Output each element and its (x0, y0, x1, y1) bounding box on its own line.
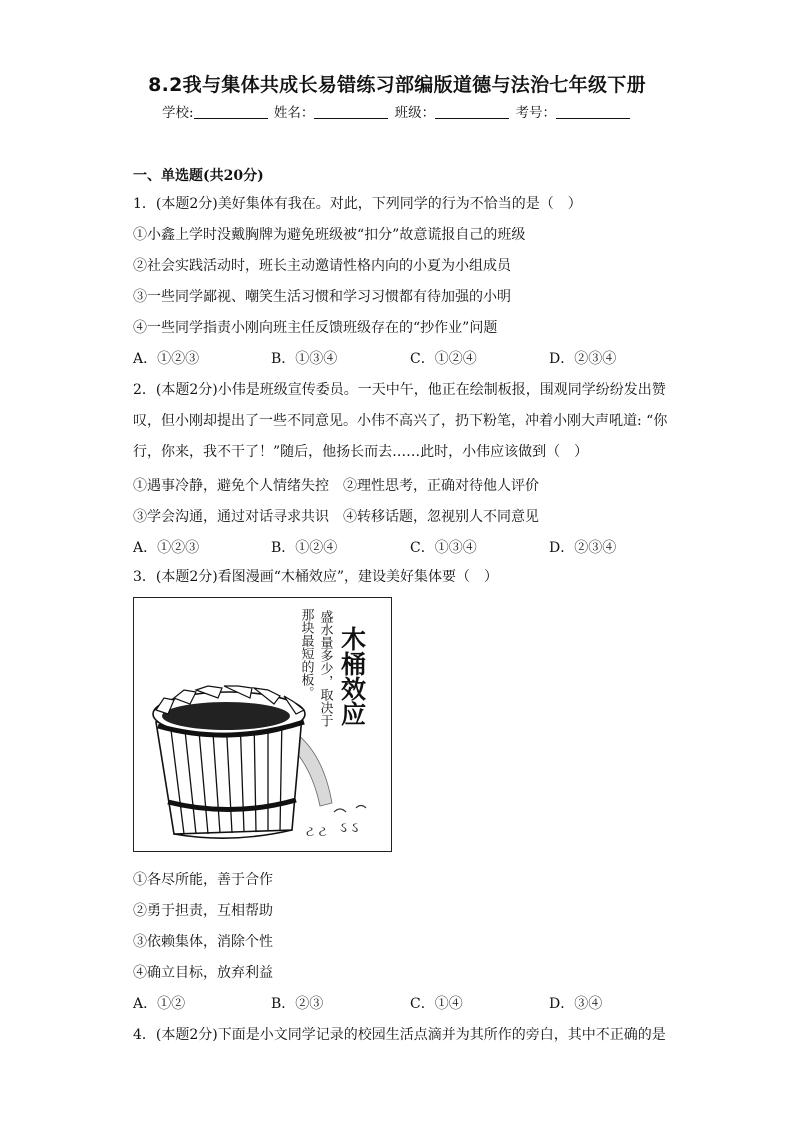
q2-option-d[interactable]: D．②③④ (549, 540, 617, 556)
barrel-effect-cartoon (133, 597, 392, 852)
svg-text:ઽ ઽ: ઽ ઽ (340, 820, 359, 836)
q3-option-d[interactable]: D．③④ (549, 996, 603, 1012)
q1-option-d[interactable]: D．②③④ (549, 351, 617, 367)
q2-stem-line-1: 2．(本题2分)小伟是班级宣传委员。一天中午，他正在绘制板报，围观同学纷纷发出赞 (133, 382, 666, 398)
cartoon-caption-1: 盛水量多少，取决于 (317, 610, 333, 727)
q1-option-b[interactable]: B．①③④ (271, 351, 338, 367)
exam-number-blank[interactable] (556, 104, 630, 119)
exam-number-label: 考号： (515, 105, 556, 121)
q3-option-b[interactable]: B．②③ (271, 996, 324, 1012)
school-blank[interactable] (194, 104, 268, 119)
q2-option-b[interactable]: B．①②④ (271, 540, 338, 556)
q1-item-2: ②社会实践活动时，班长主动邀请性格内向的小夏为小组成员 (133, 258, 511, 274)
q3-item-4: ④确立目标，放弃利益 (133, 965, 273, 981)
q1-option-a[interactable]: A．①②③ (133, 351, 200, 367)
q3-item-2: ②勇于担责，互相帮助 (133, 903, 273, 919)
page-title: 8.2我与集体共成长易错练习部编版道德与法治七年级下册 (148, 74, 646, 96)
q3-item-3: ③依赖集体，消除个性 (133, 934, 273, 950)
class-label: 班级： (394, 105, 436, 121)
q1-option-c[interactable]: C．①②④ (410, 351, 477, 367)
q3-stem: 3．(本题2分)看图漫画“木桶效应”，建设美好集体要（ ） (133, 569, 499, 585)
cartoon-title: 木桶效应 (337, 626, 367, 726)
section-heading: 一、单选题(共20分) (133, 168, 264, 184)
cartoon-caption-2: 那块最短的板。 (298, 608, 314, 699)
q4-stem: 4．(本题2分)下面是小文同学记录的校园生活点滴并为其所作的旁白，其中不正确的是 (133, 1027, 666, 1043)
q2-item-row-1: ①遇事冷静，避免个人情绪失控 ②理性思考，正确对待他人评价 (133, 478, 539, 494)
q1-stem: 1．(本题2分)美好集体有我在。对此，下列同学的行为不恰当的是（ ） (133, 196, 582, 212)
name-label: 姓名： (273, 105, 315, 121)
svg-text:ટ ટ: ટ ટ (306, 824, 327, 840)
q3-item-1: ①各尽所能，善于合作 (133, 872, 273, 888)
q2-option-a[interactable]: A．①②③ (133, 540, 200, 556)
school-label: 学校: (162, 105, 194, 121)
q2-option-c[interactable]: C．①③④ (410, 540, 477, 556)
name-blank[interactable] (314, 104, 388, 119)
q1-item-3: ③一些同学鄙视、嘲笑生活习惯和学习习惯都有待加强的小明 (133, 289, 511, 305)
q2-stem-line-3: 行，你来，我不干了！”随后，他扬长而去……此时，小伟应该做到（ ） (133, 444, 589, 460)
student-info-line (0, 101, 794, 121)
q1-item-1: ①小鑫上学时没戴胸牌为避免班级被“扣分”故意谎报自己的班级 (133, 227, 526, 243)
q2-item-row-2: ③学会沟通，通过对话寻求共识 ④转移话题，忽视别人不同意见 (133, 509, 539, 525)
q2-stem-line-2: 叹，但小刚却提出了一些不同意见。小伟不高兴了，扔下粉笔，冲着小刚大声吼道: “你 (133, 413, 668, 429)
q3-option-a[interactable]: A．①② (133, 996, 186, 1012)
class-blank[interactable] (435, 104, 509, 119)
q3-option-c[interactable]: C．①④ (410, 996, 463, 1012)
q1-item-4: ④一些同学指责小刚向班主任反馈班级存在的“抄作业”问题 (133, 320, 498, 336)
